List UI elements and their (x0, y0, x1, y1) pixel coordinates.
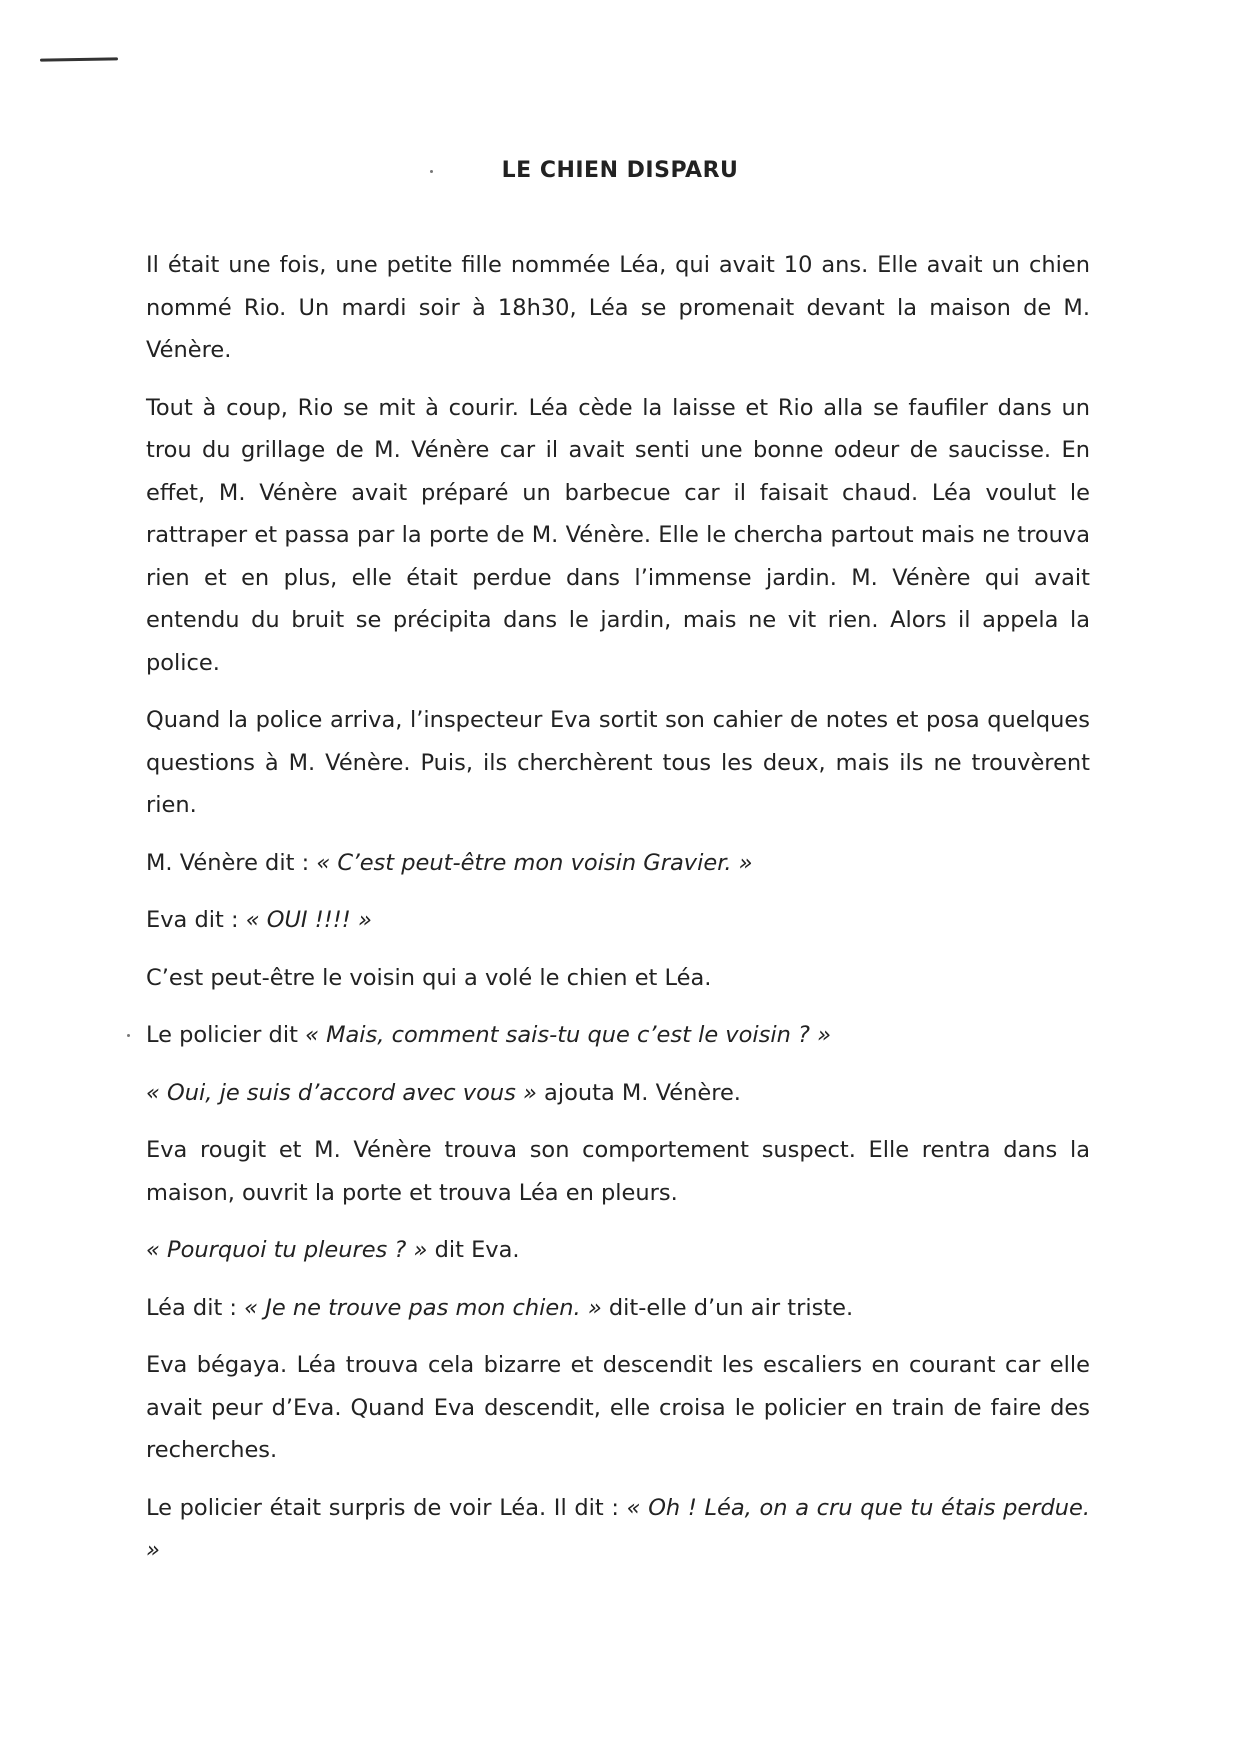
narration-text: dit-elle d’un air triste. (601, 1294, 854, 1321)
narration-text: Le policier dit (146, 1022, 306, 1048)
paragraph (146, 957, 1090, 1000)
narration-text: dit Eva. (427, 1237, 520, 1263)
quote-text: « Oh ! Léa, on a cru que tu étais perdue. » (146, 1494, 1090, 1563)
narration-text: Eva dit : (146, 907, 246, 933)
document-body (146, 244, 1090, 1587)
narration-text: Le policier était surpris de voir Léa. Il dit : (146, 1494, 627, 1521)
narration-text: Léa dit : (146, 1294, 245, 1321)
quote-text: « Pourquoi tu pleures ? » (146, 1237, 428, 1263)
quote-text: « OUI !!!! » (245, 907, 372, 933)
paragraph (146, 387, 1090, 685)
paragraph (146, 1344, 1090, 1472)
paragraph-text: Quand la police arriva, l’inspecteur Eva sortit son cahier de notes et posa quelques questions à M. Vénère. Puis, ils cherchèrent tous les deux, mais ils ne trouvèrent rien. (146, 707, 1090, 818)
scan-speck (127, 1034, 130, 1037)
dialogue-line (146, 842, 1090, 885)
dialogue-line (146, 1487, 1090, 1572)
narration-text: M. Vénère dit : (146, 849, 317, 876)
dialogue-line (146, 1287, 1090, 1330)
dialogue-line (146, 899, 1090, 942)
paragraph-text: Tout à coup, Rio se mit à courir. Léa cède la laisse et Rio alla se faufiler dans un trou du grillage de M. Vénère car il avait senti une bonne odeur de saucisse. En effet, M. Vénère avait préparé un barbecue car il faisait chaud. Léa voulut le rattraper et passa par la porte de M. Vénère. Elle le chercha partout mais ne trouva rien et en plus, elle était perdue dans l’immense jardin. M. Vénère qui avait entendu du bruit se précipita dans le jardin, mais ne vit rien. Alors il appela la police. (146, 394, 1090, 676)
paragraph-text: C’est peut-être le voisin qui a volé le chien et Léa. (146, 964, 712, 991)
scan-mark (40, 57, 118, 61)
document-title: LE CHIEN DISPARU (501, 157, 739, 183)
quote-text: « Oui, je suis d’accord avec vous » (146, 1079, 537, 1106)
paragraph (146, 1129, 1090, 1214)
dialogue-line (146, 1229, 1090, 1272)
dialogue-line (146, 1014, 1090, 1057)
paragraph-text: Eva rougit et M. Vénère trouva son comportement suspect. Elle rentra dans la maison, ouvrit la porte et trouva Léa en pleurs. (146, 1137, 1090, 1206)
quote-text: « Je ne trouve pas mon chien. » (244, 1294, 602, 1321)
quote-text: « Mais, comment sais-tu que c’est le voisin ? » (305, 1022, 832, 1048)
paragraph (146, 244, 1090, 372)
paragraph (146, 699, 1090, 827)
quote-text: « C’est peut-être mon voisin Gravier. » (316, 849, 753, 876)
narration-text: ajouta M. Vénère. (536, 1079, 741, 1106)
paragraph-text: Eva bégaya. Léa trouva cela bizarre et descendit les escaliers en courant car elle avait peur d’Eva. Quand Eva descendit, elle croisa le policier en train de faire des recherches. (146, 1352, 1090, 1463)
dialogue-line (146, 1072, 1090, 1115)
paragraph-text: Il était une fois, une petite fille nommée Léa, qui avait 10 ans. Elle avait un chien nommé Rio. Un mardi soir à 18h30, Léa se promenait devant la maison de M. Vénère. (146, 252, 1090, 363)
